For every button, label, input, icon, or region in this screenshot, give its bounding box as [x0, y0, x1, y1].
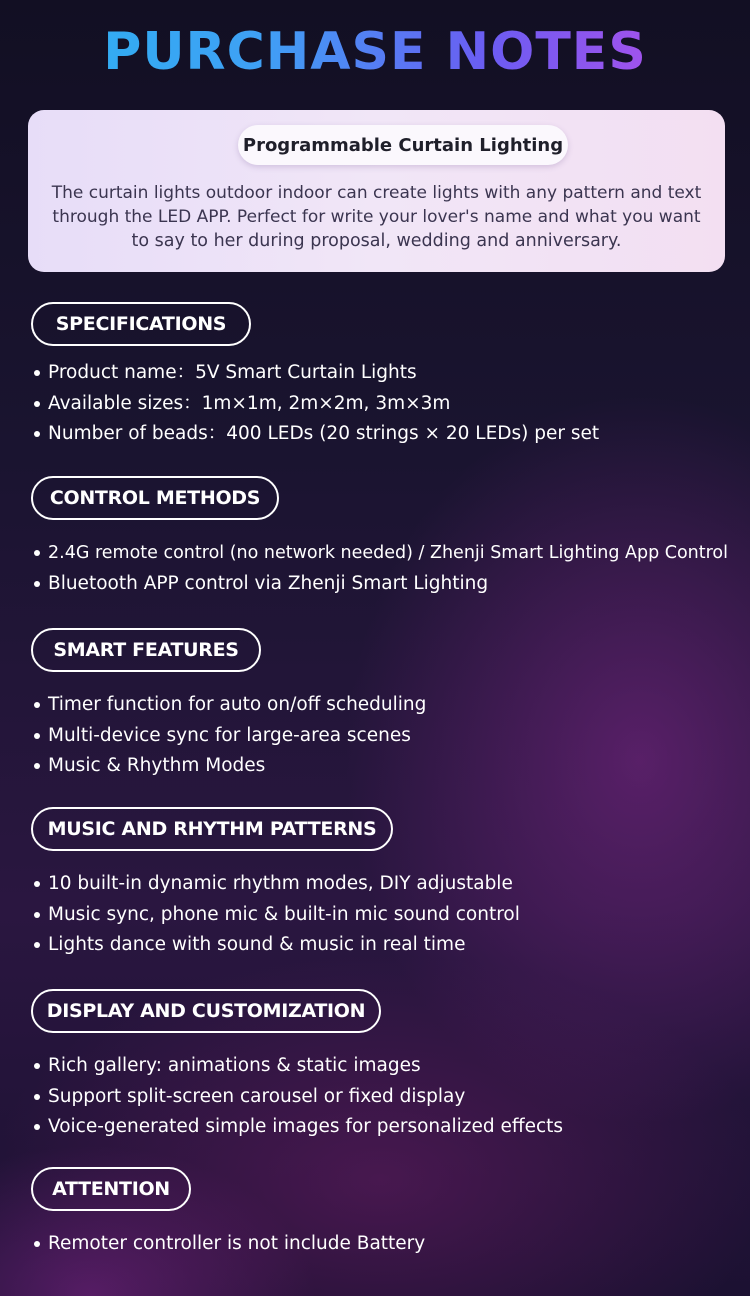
list-item — [34, 1051, 563, 1082]
bullet-icon — [34, 763, 40, 769]
intro-heading-pill: Programmable Curtain Lighting — [238, 125, 568, 165]
list-item — [34, 569, 728, 600]
intro-card — [28, 110, 725, 272]
list-item-text: Available sizes：1m×1m, 2m×2m, 3m×3m — [48, 392, 451, 414]
bullet-icon — [34, 550, 40, 556]
bullet-icon — [34, 881, 40, 887]
section-heading-smart-features: SMART FEATURES — [31, 628, 261, 672]
list-item-text: Music & Rhythm Modes — [48, 755, 266, 776]
control-methods-list — [34, 538, 728, 599]
attention-list — [34, 1229, 425, 1260]
bullet-icon — [34, 581, 40, 587]
section-heading-music-rhythm-patterns: MUSIC AND RHYTHM PATTERNS — [31, 807, 393, 851]
section-heading-specifications: SPECIFICATIONS — [31, 302, 251, 346]
list-item — [34, 1229, 425, 1260]
specifications-list — [34, 358, 599, 450]
list-item — [34, 389, 599, 420]
list-item — [34, 419, 599, 450]
list-item-text: Product name：5V Smart Curtain Lights — [48, 362, 417, 383]
list-item — [34, 690, 426, 721]
list-item-text: Voice-generated simple images for personalized effects — [48, 1116, 564, 1137]
bullet-icon — [34, 370, 40, 376]
bullet-icon — [34, 431, 40, 437]
display-customization-list — [34, 1051, 563, 1143]
bullet-icon — [34, 1241, 40, 1247]
list-item-text: Number of beads：400 LEDs (20 strings × 20 LEDs) per set — [48, 423, 600, 444]
list-item — [34, 358, 599, 389]
intro-line: The curtain lights outdoor indoor can create lights with any pattern and text — [51, 183, 702, 203]
bullet-icon — [34, 942, 40, 948]
bullet-icon — [34, 912, 40, 918]
list-item — [34, 1112, 563, 1143]
music-rhythm-list — [34, 869, 520, 961]
list-item — [34, 900, 520, 931]
intro-line: through the LED APP. Perfect for write your lover's name and what you want — [52, 207, 701, 227]
section-heading-display-customization: DISPLAY AND CUSTOMIZATION — [31, 989, 381, 1033]
list-item — [34, 538, 728, 569]
section-heading-control-methods: CONTROL METHODS — [31, 476, 279, 520]
list-item-text: Multi-device sync for large-area scenes — [48, 724, 411, 746]
bullet-icon — [34, 1124, 40, 1130]
list-item-text: Rich gallery: animations & static images — [48, 1055, 421, 1076]
bullet-icon — [34, 401, 40, 407]
intro-line: to say to her during proposal, wedding and anniversary. — [131, 231, 622, 251]
page-title: PURCHASE NOTES — [0, 22, 750, 82]
list-item-text: 2.4G remote control (no network needed) / Zhenji Smart Lighting App Control — [48, 543, 729, 563]
list-item — [34, 930, 520, 961]
list-item-text: Bluetooth APP control via Zhenji Smart Lighting — [48, 572, 489, 594]
bullet-icon — [34, 702, 40, 708]
list-item-text: Music sync, phone mic & built-in mic sound control — [48, 903, 520, 925]
list-item — [34, 721, 426, 752]
list-item-text: 10 built-in dynamic rhythm modes, DIY adjustable — [48, 873, 513, 894]
intro-text — [48, 181, 705, 253]
bullet-icon — [34, 733, 40, 739]
list-item — [34, 869, 520, 900]
bullet-icon — [34, 1094, 40, 1100]
list-item-text: Support split-screen carousel or fixed display — [48, 1085, 466, 1107]
list-item — [34, 1082, 563, 1113]
list-item-text: Timer function for auto on/off scheduling — [48, 694, 427, 715]
smart-features-list — [34, 690, 426, 782]
section-heading-attention: ATTENTION — [31, 1167, 191, 1211]
list-item-text: Remoter controller is not include Battery — [48, 1233, 426, 1254]
list-item — [34, 751, 426, 782]
bullet-icon — [34, 1063, 40, 1069]
list-item-text: Lights dance with sound & music in real time — [48, 934, 466, 955]
